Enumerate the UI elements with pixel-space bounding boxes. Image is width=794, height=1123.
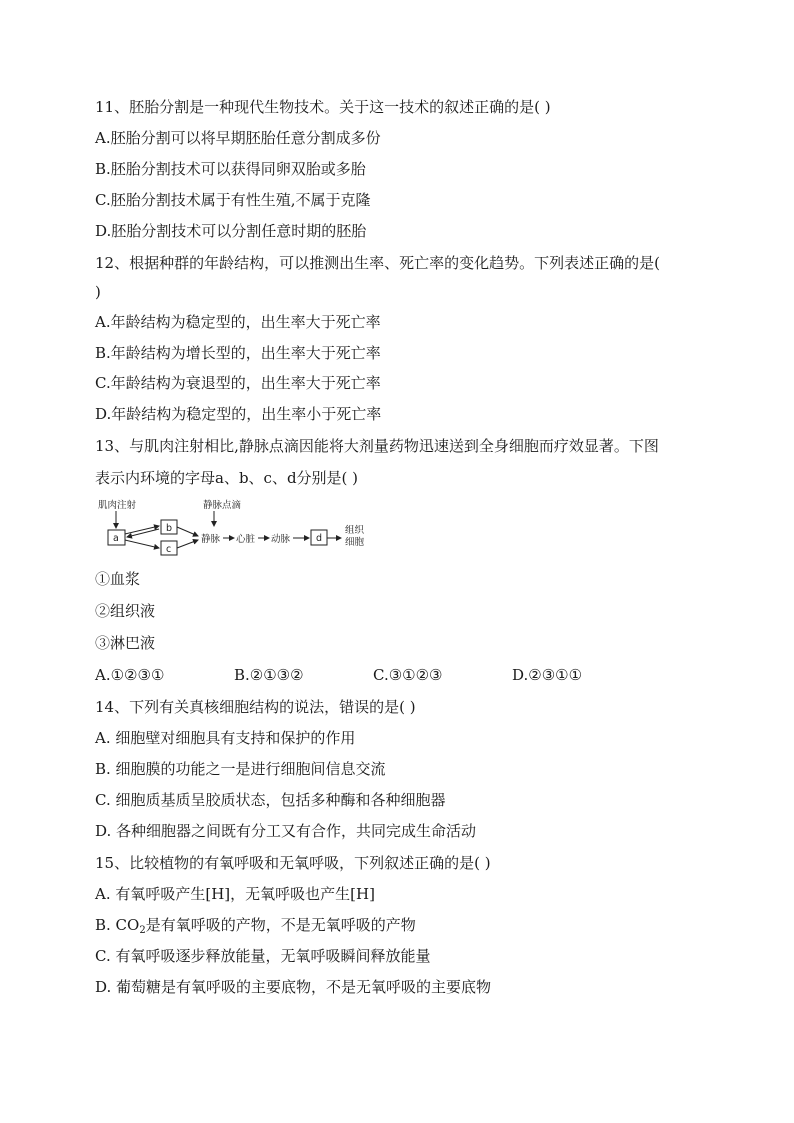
q12-option-a: A.年龄结构为稳定型的，出生率大于死亡率 bbox=[95, 313, 381, 331]
q13-option-c: C.③①②③ bbox=[373, 666, 443, 684]
q11-option-b: B.胚胎分割技术可以获得同卵双胎或多胎 bbox=[95, 160, 366, 178]
label-artery: 动脉 bbox=[271, 534, 291, 545]
q15-option-c: C. 有氧呼吸逐步释放能量，无氧呼吸瞬间释放能量 bbox=[95, 947, 431, 965]
q11-option-d: D.胚胎分割技术可以分割任意时期的胚胎 bbox=[95, 222, 367, 240]
box-d-label: d bbox=[316, 533, 323, 544]
label-tissue-1: 组织 bbox=[345, 525, 365, 536]
box-c-label: c bbox=[166, 544, 172, 555]
label-iv-drip: 静脉点滴 bbox=[203, 500, 242, 511]
q13-stem-cont: 表示内环境的字母a、b、c、d分别是( ) bbox=[95, 469, 359, 487]
q14-stem: 14、下列有关真核细胞结构的说法，错误的是( ) bbox=[95, 698, 416, 716]
arrow-b-to-vein bbox=[177, 527, 198, 536]
arrow-a-to-c bbox=[125, 540, 159, 548]
arrow-c-to-vein bbox=[177, 540, 198, 548]
q12-option-b: B.年龄结构为增长型的，出生率大于死亡率 bbox=[95, 344, 381, 362]
q15-option-b-text: 是有氧呼吸的产物，不是无氧呼吸的产物 bbox=[145, 916, 416, 934]
q13-item-3: ③淋巴液 bbox=[95, 634, 156, 652]
q14-option-b: B. 细胞膜的功能之一是进行细胞间信息交流 bbox=[95, 760, 386, 778]
circulation-diagram-svg bbox=[95, 496, 385, 558]
label-vein: 静脉 bbox=[201, 534, 221, 545]
q13-option-a: A.①②③① bbox=[95, 666, 165, 684]
q12-stem-cont: ) bbox=[95, 283, 101, 301]
q13-options bbox=[95, 665, 655, 685]
q15-stem: 15、比较植物的有氧呼吸和无氧呼吸，下列叙述正确的是( ) bbox=[95, 854, 491, 872]
q15-option-b bbox=[95, 915, 416, 935]
q13-option-b: B.②①③② bbox=[234, 666, 304, 684]
q15-option-d: D. 葡萄糖是有氧呼吸的主要底物，不是无氧呼吸的主要底物 bbox=[95, 978, 492, 996]
q12-stem: 12、根据种群的年龄结构，可以推测出生率、死亡率的变化趋势。下列表述正确的是( bbox=[95, 254, 660, 272]
label-heart: 心脏 bbox=[236, 534, 256, 545]
q11-stem: 11、胚胎分割是一种现代生物技术。关于这一技术的叙述正确的是( ) bbox=[95, 98, 551, 116]
q13-item-1: ①血浆 bbox=[95, 570, 141, 588]
q14-option-c: C. 细胞质基质呈胶质状态，包括多种酶和各种细胞器 bbox=[95, 791, 446, 809]
q14-option-d: D. 各种细胞器之间既有分工又有合作，共同完成生命活动 bbox=[95, 822, 477, 840]
label-muscle-injection: 肌肉注射 bbox=[98, 500, 137, 511]
q15-option-b-prefix: B. CO bbox=[95, 916, 140, 934]
q15-option-b-subscript: 2 bbox=[139, 925, 146, 936]
circulation-diagram bbox=[95, 496, 385, 562]
label-tissue-2: 细胞 bbox=[345, 537, 365, 548]
q11-option-a: A.胚胎分割可以将早期胚胎任意分割成多份 bbox=[95, 129, 381, 147]
q11-option-c: C.胚胎分割技术属于有性生殖,不属于克隆 bbox=[95, 191, 371, 209]
q13-item-2: ②组织液 bbox=[95, 602, 156, 620]
box-a-label: a bbox=[113, 533, 119, 544]
q13-stem: 13、与肌肉注射相比,静脉点滴因能将大剂量药物迅速送到全身细胞而疗效显著。下图 bbox=[95, 437, 659, 455]
q12-option-d: D.年龄结构为稳定型的，出生率小于死亡率 bbox=[95, 405, 382, 423]
q15-option-a: A. 有氧呼吸产生[H]，无氧呼吸也产生[H] bbox=[95, 885, 375, 903]
q13-option-d: D.②③①① bbox=[512, 666, 583, 684]
box-b-label: b bbox=[166, 523, 173, 534]
q12-option-c: C.年龄结构为衰退型的，出生率大于死亡率 bbox=[95, 374, 381, 392]
q14-option-a: A. 细胞壁对细胞具有支持和保护的作用 bbox=[95, 729, 356, 747]
